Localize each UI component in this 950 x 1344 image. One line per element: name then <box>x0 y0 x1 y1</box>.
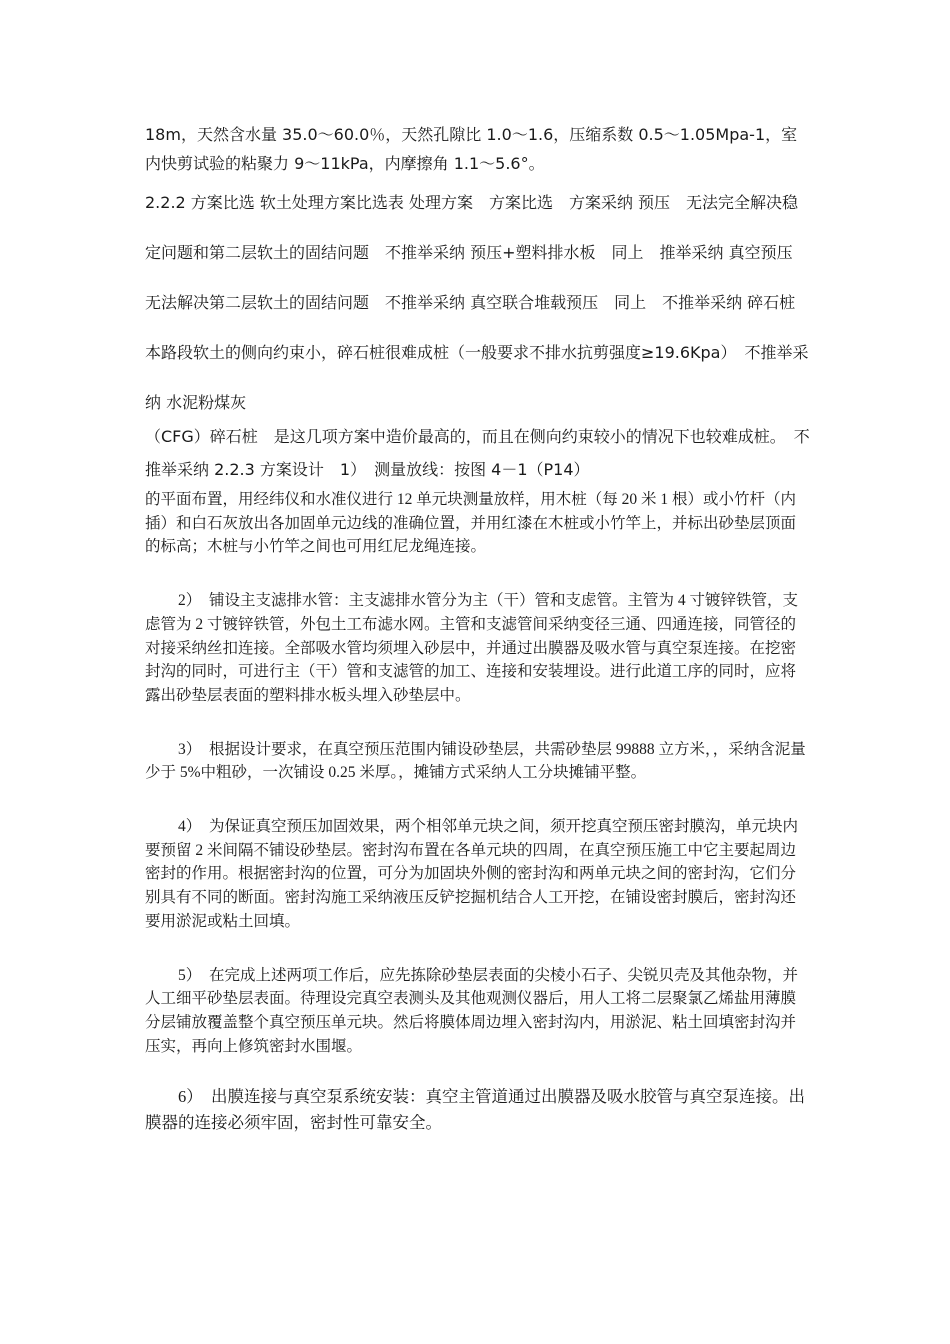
paragraph-step3-sand-cushion: 3） 根据设计要求，在真空预压范围内铺设砂垫层，共需砂垫层 99888 立方米，，采纳含泥量少于 5%中粗砂，一次铺设 0.25 米厚。，摊铺方式采纳人工分块摊铺平整。 <box>145 740 806 782</box>
paragraph-soil-properties: 18m，天然含水量 35.0～60.0％，天然孔隙比 1.0～1.6，压缩系数 0.5～1.05Mpa-1，室内快剪试验的粘聚力 9～11kPa，内摩擦角 1.1～5.6°。 <box>145 125 798 173</box>
paragraph-step4-seal-trench: 4） 为保证真空预压加固效果，两个相邻单元块之间，须开挖真空预压密封膜沟，单元块内要预留 2 米间隔不铺设砂垫层。密封沟布置在各单元块的四周，在真空预压施工中它主要起周边密封的作用。根据密封沟的位置，可分为加固块外侧的密封沟和两单元块之间的密封沟，它们分别具有不同的断面。密封沟施工采纳液压反铲挖掘机结合人工开挖，在铺设密封膜后，密封沟还要用淤泥或粘土回填。 <box>145 818 799 930</box>
paragraph-scheme-comparison <box>145 178 810 486</box>
paragraph-step2-drain-pipes: 2） 铺设主支滤排水管：主支滤排水管分为主（干）管和支虑管。主管为 4 寸镀锌铁管，支虑管为 2 寸镀锌铁管，外包土工布滤水网。主管和支滤管间采纳变径三通、四通连接，同管径的对接采纳丝扣连接。全部吸水管均须埋入砂层中，并通过出膜器及吸水管与真空泵连接。在挖密封沟的同时，可进行主（干）管和支滤管的加工、连接和安装埋设。进行此道工序的同时，应将露出砂垫层表面的塑料排水板头埋入砂垫层中。 <box>145 592 799 704</box>
scheme-comparison-text-a: 2.2.2 方案比选 软土处理方案比选表 处理方案 方案比选 方案采纳 预压 无法完全解决稳定问题和第二层软土的固结问题 不推举采纳 预压+塑料排水板 同上 推举采纳 真空预压 无法解决第二层软土的固结问题 不推举采纳 真空联合堆载预压 同上 不推举采纳 碎石桩 本路段软土的侧向约束小，碎石桩很难成桩（一般要求不排水抗剪强度≥19.6Kpa） 不推举采纳 水泥粉煤灰 <box>145 193 812 412</box>
document-page <box>145 120 810 1136</box>
scheme-comparison-text-b: （CFG）碎石桩 是这几项方案中造价最高的，而且在侧向约束较小的情况下也较难成桩。 不推举采纳 2.2.3 方案设计 1） 测量放线：按图 4－1（P14） <box>145 427 810 479</box>
paragraph-step1-layout: 的平面布置，用经纬仪和水准仪进行 12 单元块测量放样，用木桩（每 20 米 1 根）或小竹杆（内插）和白石灰放出各加固单元边线的准确位置，并用红漆在木桩或小竹竿上，并标出砂垫层顶面的标高；木桩与小竹竿之间也可用红尼龙绳连接。 <box>145 491 797 556</box>
paragraph-step5-membrane: 5） 在完成上述两项工作后，应先拣除砂垫层表面的尖棱小石子、尖锐贝壳及其他杂物，并人工细平砂垫层表面。待理设完真空表测头及其他观测仪器后，用人工将二层聚氯乙烯盐用薄膜分层铺放覆盖整个真空预压单元块。然后将膜体周边埋入密封沟内，用淤泥、粘土回填密封沟并压实，再向上修筑密封水围堰。 <box>145 966 799 1055</box>
paragraph-step6-vacuum-pump: 6） 出膜连接与真空泵系统安装：真空主管道通过出膜器及吸水胶管与真空泵连接。出膜器的连接必须牢固，密封性可靠安全。 <box>145 1087 805 1133</box>
